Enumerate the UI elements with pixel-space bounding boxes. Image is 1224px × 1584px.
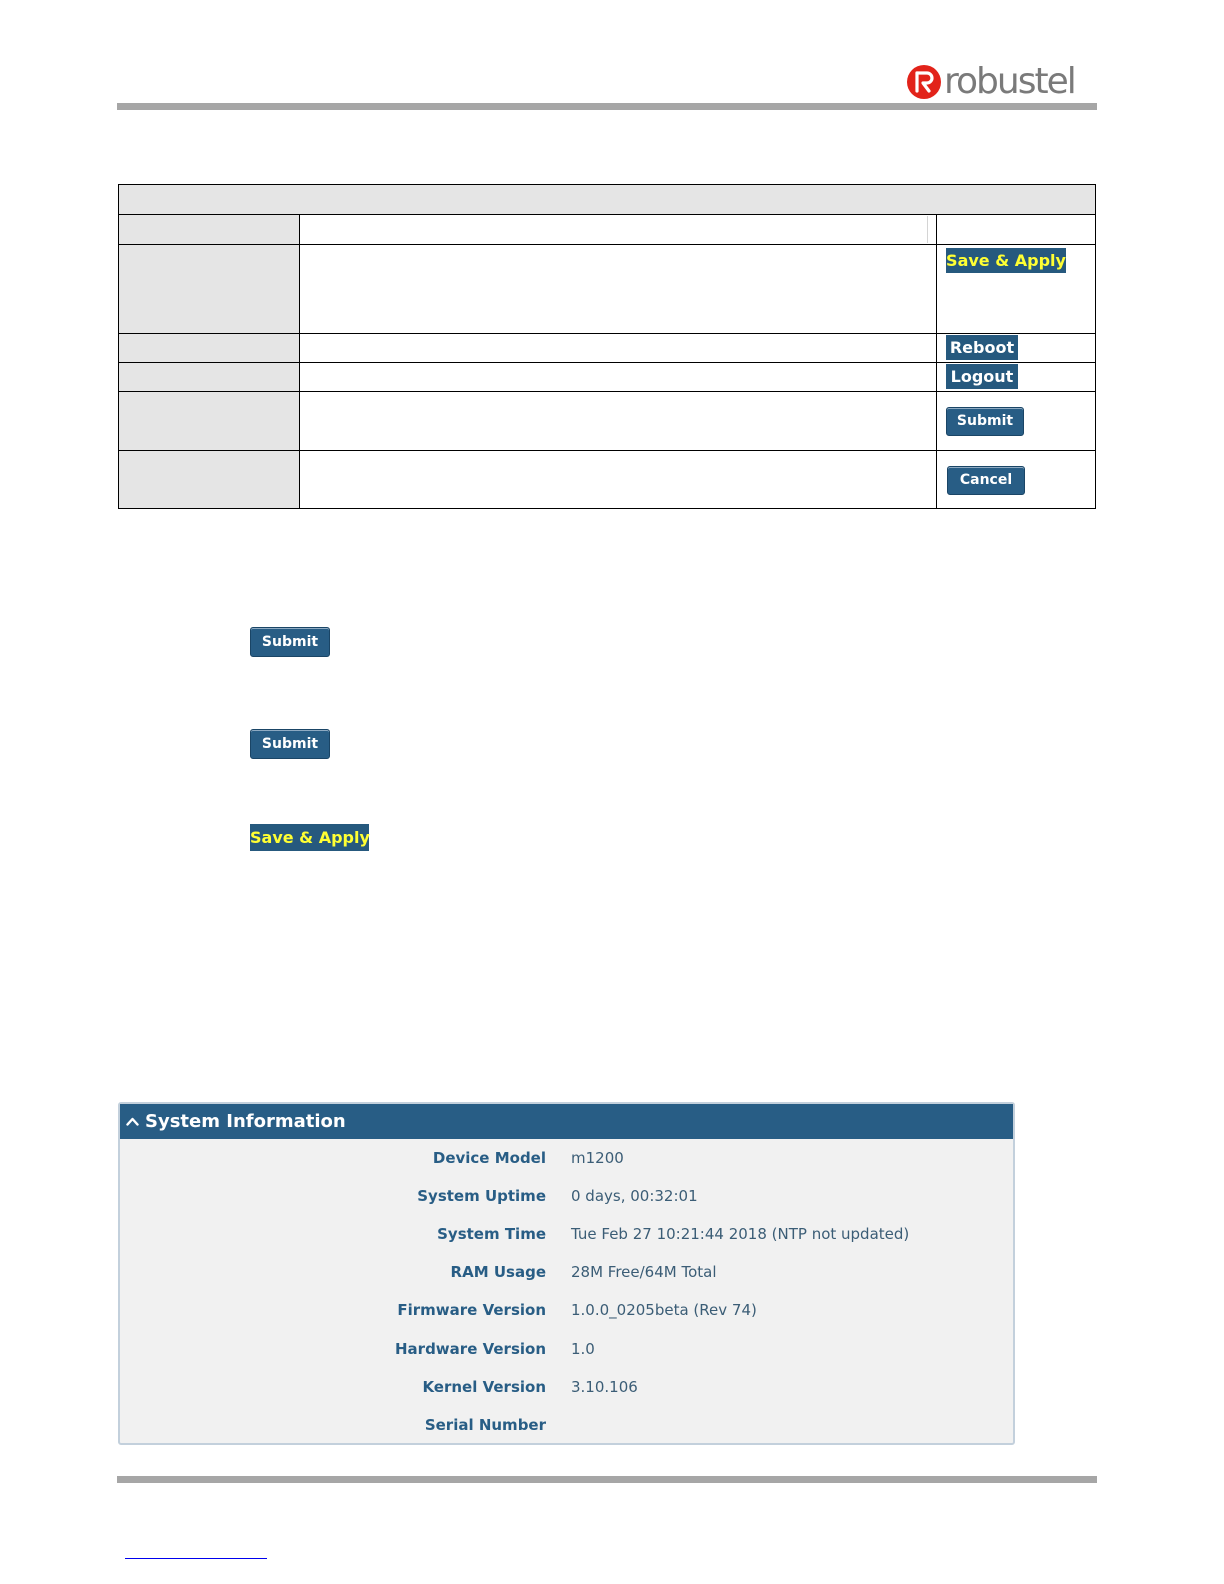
reboot-button[interactable]: Reboot: [946, 335, 1018, 360]
info-row: [120, 1340, 1013, 1364]
logo-text: robustel: [944, 61, 1075, 102]
logout-button[interactable]: Logout: [946, 364, 1018, 389]
info-row: [120, 1149, 1013, 1173]
save-apply-button[interactable]: Save & Apply: [250, 824, 369, 851]
cancel-button[interactable]: Cancel: [947, 466, 1025, 495]
button-reference-table: [118, 184, 1096, 509]
table-header-row: [119, 215, 1096, 245]
submit-button[interactable]: Submit: [250, 627, 330, 657]
table-row: [119, 363, 1096, 392]
submit-button[interactable]: Submit: [250, 729, 330, 759]
info-value: 3.10.106: [571, 1378, 638, 1396]
info-label: Device Model: [432, 1149, 546, 1167]
info-value: Tue Feb 27 10:21:44 2018 (NTP not updated): [571, 1225, 910, 1243]
info-row: [120, 1263, 1013, 1287]
submit-button[interactable]: Submit: [946, 407, 1024, 436]
save-apply-button[interactable]: Save & Apply: [946, 248, 1066, 273]
header-rule: [117, 103, 1097, 110]
robustel-logo: [906, 62, 1075, 102]
panel-header[interactable]: [120, 1104, 1013, 1139]
info-value: 28M Free/64M Total: [571, 1263, 717, 1281]
info-value: 1.0.0_0205beta (Rev 74): [571, 1301, 757, 1319]
info-value: 1.0: [571, 1340, 595, 1358]
info-label: Kernel Version: [422, 1378, 546, 1396]
table-row: [119, 245, 1096, 334]
info-label: Firmware Version: [397, 1301, 546, 1319]
info-label: System Time: [437, 1225, 546, 1243]
info-row: [120, 1378, 1013, 1402]
info-value: 0 days, 00:32:01: [571, 1187, 698, 1205]
table-title-row: [119, 185, 1096, 215]
info-value: m1200: [571, 1149, 624, 1167]
table-row: [119, 334, 1096, 363]
info-row: [120, 1187, 1013, 1211]
footer-link-underline: [125, 1558, 267, 1559]
system-information-panel: [118, 1102, 1015, 1445]
info-row: [120, 1225, 1013, 1249]
info-label: System Uptime: [417, 1187, 546, 1205]
info-label: Hardware Version: [395, 1340, 546, 1358]
table-row: [119, 392, 1096, 451]
info-row: [120, 1416, 1013, 1440]
panel-title: System Information: [145, 1111, 346, 1132]
robustel-logo-icon: [906, 64, 942, 100]
footer-rule: [117, 1476, 1097, 1483]
info-label: Serial Number: [424, 1416, 546, 1434]
table-row: [119, 451, 1096, 509]
info-row: [120, 1301, 1013, 1325]
info-label: RAM Usage: [450, 1263, 546, 1281]
chevron-up-icon: [126, 1115, 139, 1128]
